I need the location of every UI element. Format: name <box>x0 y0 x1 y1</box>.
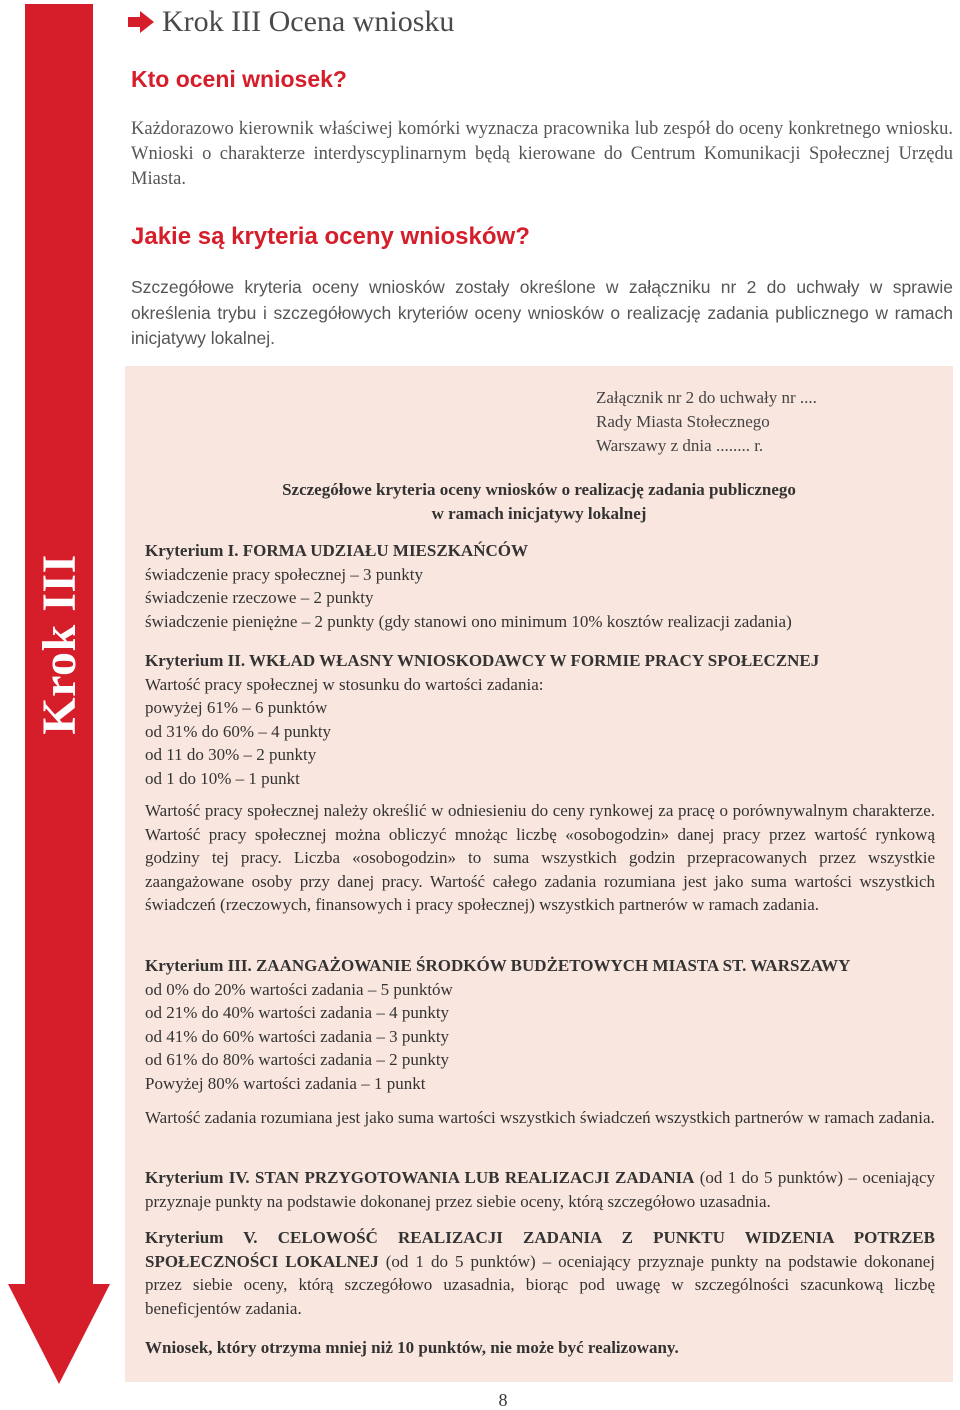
criterion-2-item: od 31% do 60% – 4 punkty <box>145 721 332 741</box>
section-heading-who: Kto oceni wniosek? <box>131 66 347 92</box>
criterion-4-text: (od 1 do 5 punktów) – oceniający przyznaje punkty na podstawie dokonanej przez siebie oceny, którą szczegółowo uzasadnia. <box>145 1168 935 1211</box>
criterion-1-item: świadczenie pieniężne – 2 punkty (gdy stanowi ono minimum 10% kosztów realizacji zadania) <box>145 611 792 631</box>
criterion-3-item: Powyżej 80% wartości zadania – 1 punkt <box>145 1073 426 1093</box>
page-title: Krok III Ocena wniosku <box>162 5 455 38</box>
attachment-note <box>596 386 817 458</box>
criteria-box-title <box>125 478 953 526</box>
right-arrow-icon <box>128 11 154 33</box>
criterion-5-title: Kryterium V. CELOWOŚĆ REALIZACJI ZADANIA Z PUNKTU WIDZENIA POTRZEB SPOŁECZNOŚCI LOKALNEJ <box>145 1228 935 1271</box>
criterion-2-item: od 11 do 30% – 2 punkty <box>145 745 317 764</box>
section-text-who: Każdorazowo kierownik właściwej komórki wyznacza pracownika lub zespół do oceny konkretnego wniosku. Wnioski o charakterze interdyscyplinarnym będą kierowane do Centrum Komunikacji Społecznej Urzędu Miasta. <box>131 119 953 189</box>
criterion-2 <box>145 649 935 790</box>
criterion-1-item: świadczenie pracy społecznej – 3 punkty <box>145 564 424 584</box>
criterion-3-item: od 0% do 20% wartości zadania – 5 punktów <box>145 979 453 999</box>
criterion-3-item: od 41% do 60% wartości zadania – 3 punkty <box>145 1026 450 1046</box>
section-text-criteria: Szczegółowe kryteria oceny wniosków zostały określone w załączniku nr 2 do uchwały w sprawie określenia trybu i szczegółowych kryteriów oceny wniosków o realizację zadania publicznego w ramach inicjatywy lokalnej. <box>131 277 953 348</box>
criterion-2-item: od 1 do 10% – 1 punkt <box>145 768 300 788</box>
criterion-4-title: Kryterium IV. STAN PRZYGOTOWANIA LUB REALIZACJI ZADANIA <box>145 1168 695 1187</box>
criterion-1-item: świadczenie rzeczowe – 2 punkty <box>145 588 374 607</box>
criterion-3 <box>145 954 935 1095</box>
criterion-5 <box>145 1226 935 1320</box>
attachment-line-3: Warszawy z dnia ........ r. <box>596 436 764 455</box>
criteria-box <box>125 366 953 1382</box>
page-number: 8 <box>498 1390 508 1410</box>
criterion-1 <box>145 539 935 633</box>
final-note: Wniosek, który otrzyma mniej niż 10 punktów, nie może być realizowany. <box>145 1338 679 1357</box>
criterion-3-item: od 21% do 40% wartości zadania – 4 punkty <box>145 1003 450 1022</box>
criterion-1-title: Kryterium I. FORMA UDZIAŁU MIESZKAŃCÓW <box>145 541 528 560</box>
criterion-2-item: powyżej 61% – 6 punktów <box>145 698 328 717</box>
criteria-box-title-line-1: Szczegółowe kryteria oceny wniosków o realizację zadania publicznego <box>282 480 796 499</box>
attachment-line-2: Rady Miasta Stołecznego <box>596 412 770 431</box>
section-heading-criteria: Jakie są kryteria oceny wniosków? <box>131 223 530 250</box>
criterion-2-note: Wartość pracy społecznej należy określić w odniesieniu do ceny rynkowej za pracę o porównywalnym charakterze. Wartość pracy społecznej można obliczyć mnożąc liczbę «osobogodzin» danej pracy przez wartość rynkową godziny tej pracy. Liczba «osobogodzin» to suma wszystkich godzin przepracowanych przez wszystkie zaangażowane osoby przy danej pracy. Wartość całego zadania rozumiana jest jako suma wartości wszystkich świadczeń (rzeczowych, finansowych i pracy społecznej) wszystkich partnerów w ramach zadania. <box>145 801 935 914</box>
criterion-3-note: Wartość zadania rozumiana jest jako suma wartości wszystkich świadczeń wszystkich partnerów w ramach zadania. <box>145 1108 935 1127</box>
criterion-4 <box>145 1166 935 1213</box>
criteria-box-title-line-2: w ramach inicjatywy lokalnej <box>431 504 647 523</box>
criterion-2-title: Kryterium II. WKŁAD WŁASNY WNIOSKODAWCY W FORMIE PRACY SPOŁECZNEJ <box>145 651 820 670</box>
criterion-3-item: od 61% do 80% wartości zadania – 2 punkty <box>145 1050 450 1069</box>
attachment-line-1: Załącznik nr 2 do uchwały nr .... <box>596 388 817 407</box>
page-header <box>128 2 454 42</box>
criterion-5-text: (od 1 do 5 punktów) – oceniający przyznaje punkty na podstawie dokonanej przez siebie oceny, którą szczegółowo uzasadnia, biorąc pod uwagę w szczególności szacunkową liczbę beneficjentów zadania. <box>145 1251 935 1318</box>
criterion-3-title: Kryterium III. ZAANGAŻOWANIE ŚRODKÓW BUDŻETOWYCH MIASTA ST. WARSZAWY <box>145 956 851 975</box>
side-label: Krok III <box>32 553 86 735</box>
criterion-2-item: Wartość pracy społecznej w stosunku do wartości zadania: <box>145 674 544 694</box>
side-label-container <box>8 4 110 1284</box>
